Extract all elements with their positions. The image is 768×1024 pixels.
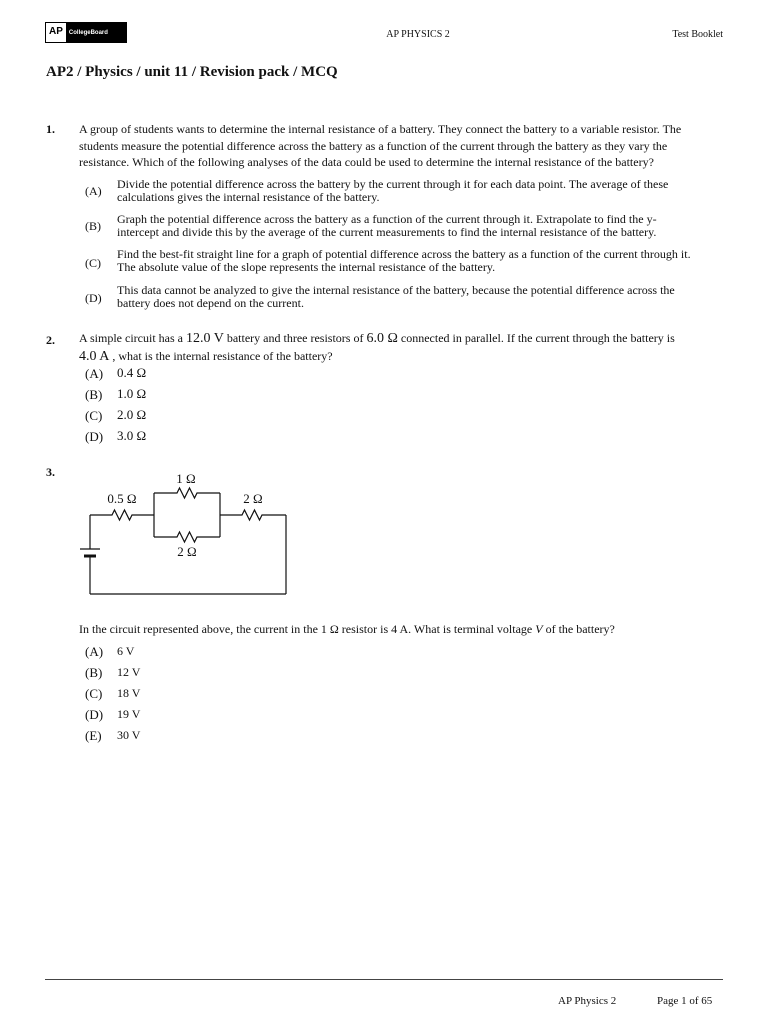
- q1-option-d-label[interactable]: (D): [85, 291, 102, 305]
- q1-option-a-label[interactable]: (A): [85, 184, 102, 198]
- q3-option-a-text[interactable]: 6 V: [117, 644, 135, 658]
- q2-option-d-label[interactable]: (D): [85, 429, 104, 444]
- q3-number: 3.: [46, 465, 55, 479]
- q2-current: 4.0 A: [79, 348, 110, 364]
- q1-option-b-line: Graph the potential difference across the battery as a function of the current through it. Extrapolate to find the y-: [117, 212, 657, 226]
- q2-voltage: 12.0 V: [185, 331, 224, 346]
- logo-ap-text: AP: [46, 23, 66, 42]
- q2-resistance: 6.0 Ω: [366, 331, 398, 346]
- footer-divider: [45, 979, 723, 980]
- footer-course: AP Physics 2: [558, 995, 617, 1007]
- q3-stem-text: of the battery?: [542, 622, 615, 636]
- resistor-0-5-ohm: [90, 510, 154, 520]
- header-booklet: Test Booklet: [672, 29, 723, 40]
- q1-option-d-line: battery does not depend on the current.: [117, 296, 304, 310]
- q1-option-a-line: calculations gives the internal resistance of the battery.: [117, 190, 380, 204]
- q3-stem-variable: V: [535, 622, 543, 636]
- q2-stem-text: connected in parallel. If the current through the battery is: [397, 331, 675, 345]
- q1-option-b-label[interactable]: (B): [85, 219, 101, 233]
- header-course: AP PHYSICS 2: [386, 29, 450, 40]
- q2-stem-text: battery and three resistors of: [223, 331, 367, 345]
- q1-number: 1.: [46, 122, 55, 136]
- page-title: AP2 / Physics / unit 11 / Revision pack / MCQ: [46, 64, 338, 80]
- q2-option-b-label[interactable]: (B): [85, 387, 103, 402]
- q1-option-a-line: Divide the potential difference across the battery by the current through it for each data point. The average of these: [117, 177, 669, 191]
- q3-option-e-text[interactable]: 30 V: [117, 728, 141, 742]
- q2-stem-text: A simple circuit has a: [79, 331, 186, 345]
- q1-option-d-line: This data cannot be analyzed to give the internal resistance of the battery, because the potential difference across the: [117, 283, 675, 297]
- q1-option-b-line: intercept and divide this by the average of the current measurements to find the internal resistance of the battery.: [117, 225, 657, 239]
- label-1-ohm: 1 Ω: [176, 471, 196, 486]
- q3-stem: [79, 621, 739, 638]
- q2-option-c-label[interactable]: (C): [85, 408, 103, 423]
- q2-option-a-label[interactable]: (A): [85, 366, 104, 381]
- q3-option-c-label[interactable]: (C): [85, 686, 103, 701]
- q3-option-e-label[interactable]: (E): [85, 728, 102, 743]
- logo-collegeboard-text: CollegeBoard: [66, 23, 126, 42]
- label-2-ohm-series: 2 Ω: [243, 491, 263, 506]
- resistor-1-ohm: [154, 488, 220, 498]
- q1-option-c-line: Find the best-fit straight line for a graph of potential difference across the battery as a function of the current through it.: [117, 247, 691, 261]
- q2-option-a-text[interactable]: 0.4 Ω: [117, 365, 147, 380]
- resistor-2-ohm-series: [220, 510, 286, 520]
- q3-option-d-label[interactable]: (D): [85, 707, 104, 722]
- q1-stem-line: A group of students wants to determine the internal resistance of a battery. They connect the battery to a variable resistor. The: [79, 122, 682, 136]
- q1-stem-line: resistance. Which of the following analyses of the data could be used to determine the internal resistance of the battery?: [79, 155, 654, 169]
- label-0-5-ohm: 0.5 Ω: [107, 491, 137, 506]
- q3-option-b-label[interactable]: (B): [85, 665, 103, 680]
- q3-stem-text: In the circuit represented above, the current in the 1 Ω resistor is 4 A. What is terminal voltage: [79, 622, 536, 636]
- q3-option-d-text[interactable]: 19 V: [117, 707, 141, 721]
- q2-stem-text: , what is the internal resistance of the battery?: [109, 348, 333, 363]
- q2-option-b-text[interactable]: 1.0 Ω: [117, 386, 147, 401]
- q2-number: 2.: [46, 333, 55, 347]
- q1-option-c-label[interactable]: (C): [85, 256, 101, 270]
- resistor-2-ohm-parallel: [154, 532, 220, 542]
- q2-option-c-text[interactable]: 2.0 Ω: [117, 407, 147, 422]
- q1-option-c-line: The absolute value of the slope represents the internal resistance of the battery.: [117, 260, 496, 274]
- q3-option-c-text[interactable]: 18 V: [117, 686, 141, 700]
- q1-stem-line: students measure the potential difference across the battery as a function of the current through the battery as they vary the: [79, 138, 668, 153]
- q2-option-d-text[interactable]: 3.0 Ω: [117, 428, 147, 443]
- q3-option-a-label[interactable]: (A): [85, 644, 104, 659]
- footer-page-number: Page 1 of 65: [657, 995, 713, 1007]
- q3-option-b-text[interactable]: 12 V: [117, 665, 141, 679]
- label-2-ohm-parallel: 2 Ω: [177, 544, 197, 559]
